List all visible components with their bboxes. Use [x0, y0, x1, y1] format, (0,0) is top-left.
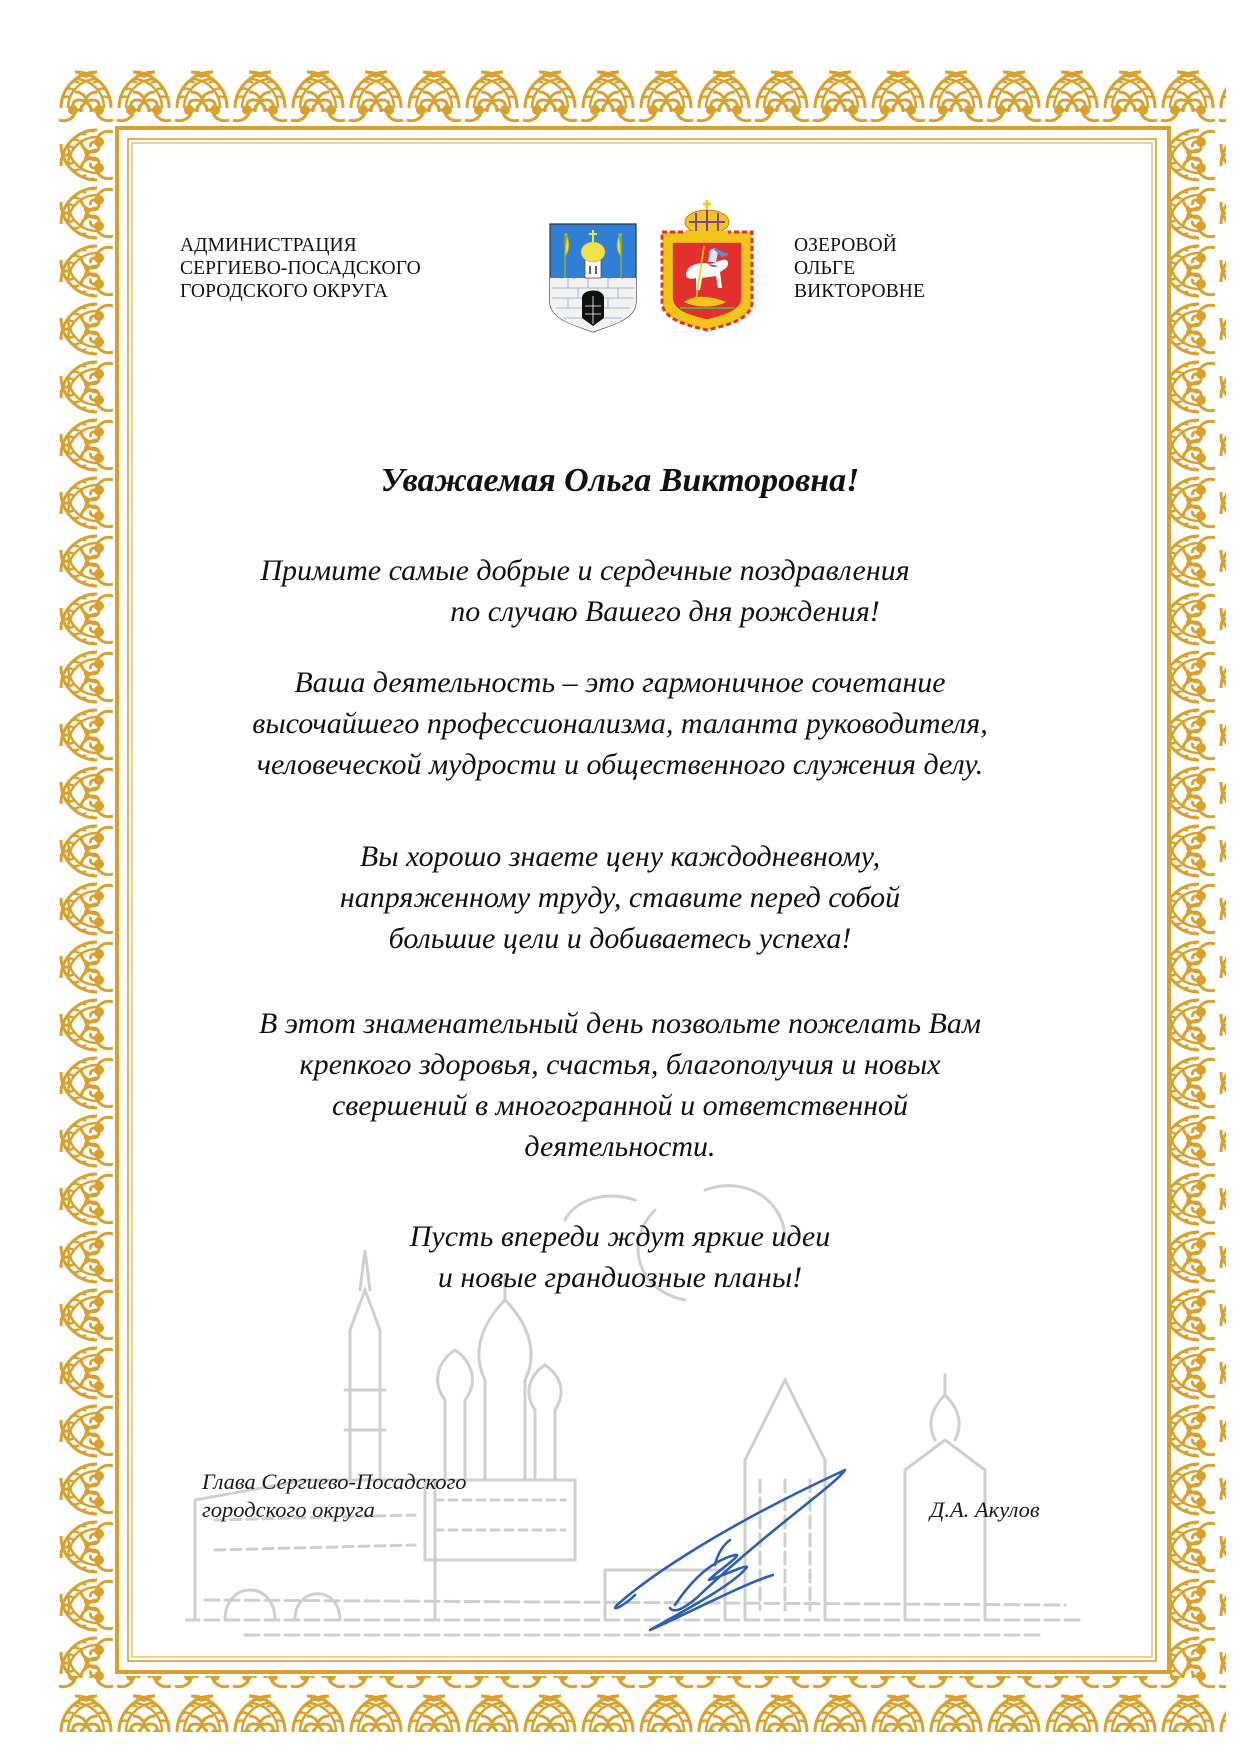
- paragraph-line: Вы хорошо знаете цену каждодневному,: [359, 840, 881, 873]
- signatory-position: [202, 1468, 467, 1524]
- recipient-line: ОЗЕРОВОЙ: [794, 235, 897, 256]
- paragraph-line: Ваша деятельность – это гармоничное сочетание: [294, 666, 946, 699]
- paragraph-line: Пусть впереди ждут яркие идеи: [409, 1220, 831, 1253]
- signatory-position-line: Глава Сергиево-Посадского: [202, 1469, 467, 1494]
- sender-line: АДМИНИСТРАЦИЯ: [180, 235, 357, 256]
- paragraph-activity: [150, 662, 1090, 785]
- recipient-line: ОЛЬГЕ: [794, 258, 856, 279]
- ornament-band-left: [57, 124, 113, 1676]
- sergiev-posad-coat-of-arms: [548, 222, 638, 334]
- paragraph-line: свершений в многогранной и ответственной: [331, 1089, 909, 1122]
- paragraph-line: деятельности.: [524, 1130, 716, 1163]
- sender-line: ГОРОДСКОГО ОКРУГА: [180, 281, 388, 302]
- paragraph-wishes: [150, 1003, 1090, 1167]
- paragraph-line: человеческой мудрости и общественного служения делу.: [256, 748, 984, 781]
- recipient-line: ВИКТОРОВНЕ: [794, 281, 925, 302]
- paragraph-line: крепкого здоровья, счастья, благополучия и новых: [299, 1048, 941, 1081]
- handwritten-signature: [605, 1465, 855, 1640]
- paragraph-line: высочайшего профессионализма, таланта руководителя,: [252, 707, 988, 740]
- sender-block: [180, 234, 421, 303]
- paragraph-line: по случаю Вашего дня рождения!: [450, 595, 880, 628]
- salutation: Уважаемая Ольга Викторовна!: [380, 462, 860, 499]
- ornament-band-right: [1170, 124, 1226, 1676]
- paragraph-congratulations: [150, 550, 1090, 632]
- paragraph-line: Примите самые добрые и сердечные поздравления: [260, 554, 910, 587]
- sender-line: СЕРГИЕВО-ПОСАДСКОГО: [180, 258, 421, 279]
- ornament-band-top: [57, 68, 1226, 124]
- paragraph-line: В этот знаменательный день позвольте пожелать Вам: [258, 1007, 982, 1040]
- paragraph-future: [150, 1216, 1090, 1298]
- ornament-band-bottom: [57, 1676, 1226, 1732]
- signatory-position-line: городского округа: [202, 1497, 375, 1522]
- paragraph-line: напряженному труду, ставите перед собой: [339, 881, 901, 914]
- paragraph-line: большие цели и добиваетесь успеха!: [388, 922, 852, 955]
- paragraph-line: и новые грандиозные планы!: [437, 1261, 803, 1294]
- signatory-name: Д.А. Акулов: [930, 1497, 1040, 1522]
- moscow-oblast-coat-of-arms: [656, 198, 758, 332]
- paragraph-work: [150, 836, 1090, 959]
- recipient-block: [794, 234, 925, 303]
